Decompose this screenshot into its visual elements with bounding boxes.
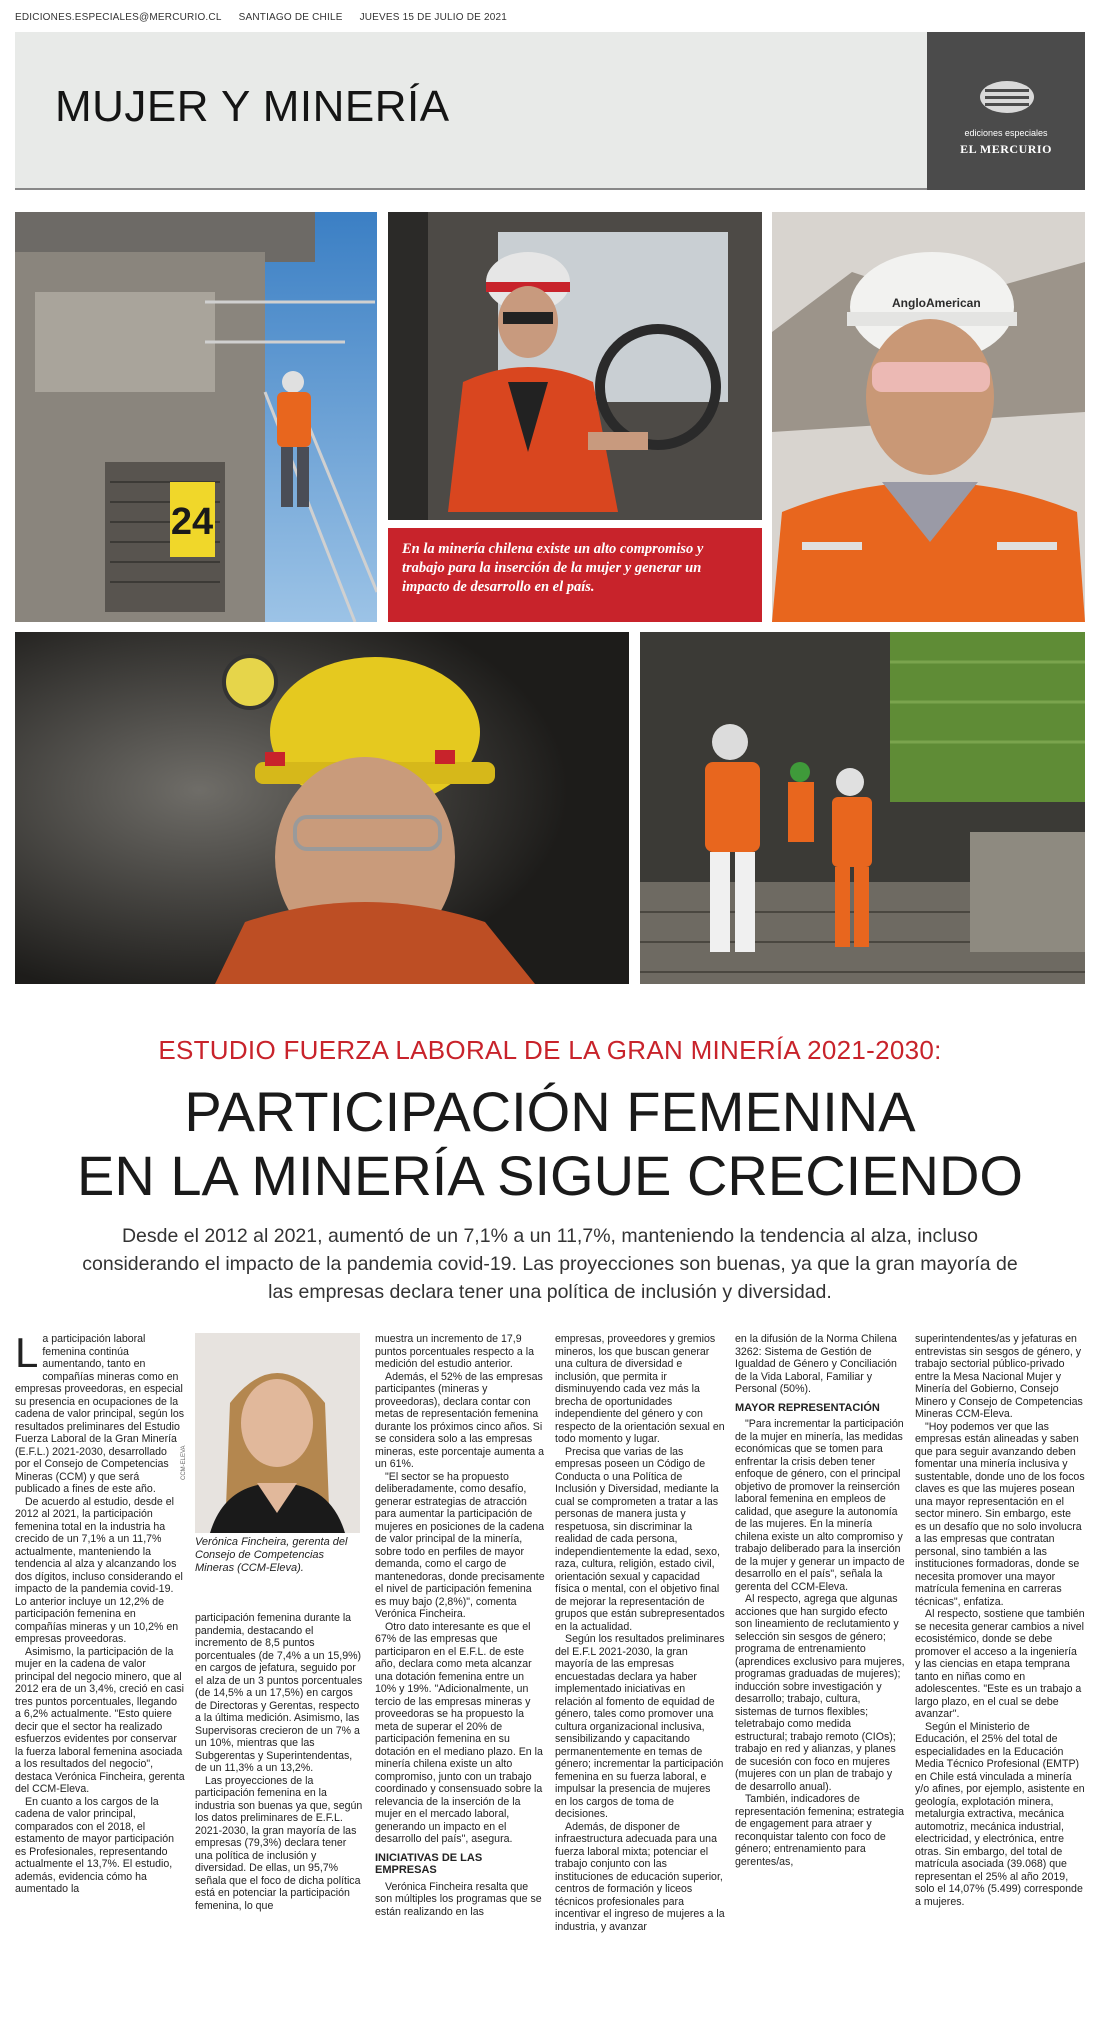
paragraph: Las proyecciones de la participación femenina en la industria son buenas ya que, según los datos preliminares de E.F.L. 2021-2030, la gran mayoría de las empresas (79,3%) declara tener una política de inclusión y diversidad. De ellas, un 95,7% señala que el foco de dicha política está en potenciar la participación femenina, lo que	[195, 1774, 363, 1912]
paragraph: Según el Ministerio de Educación, el 25% del total de especialidades en la Educación Media Técnico Profesional (EMTP) en Chile está vinculada a minería y/o afines, por ejemplo, asistente en geología, explotación minera, metalurgia extractiva, mecánica automotriz, mecánica industrial, electricidad, y electrónica, entre otras. Sin embargo, del total de matrícula asociada (39.068) que representan el 25% al año 2019, solo el 14,07% (5.499) corresponde a mujeres.	[915, 1720, 1085, 1908]
subhead-mayor-representacion: MAYOR REPRESENTACIÓN	[735, 1401, 880, 1414]
paragraph: Asimismo, la participación de la mujer en la cadena de valor principal del negocio minero, que al 2012 era de un 3,4%, creció en casi tres puntos porcentuales, llegando a 6,2% actualmente. "Esto quiere decir que el sector ha realizado esfuerzos evidentes por conservar la fuerza laboral femenina asociada a los resultados del negocio", destaca Verónica Fincheira, gerenta del CCM-Eleva.	[15, 1645, 185, 1795]
portrait-illustration	[195, 1333, 360, 1533]
plant-illustration	[640, 632, 1085, 984]
paragraph: "Para incrementar la participación de la mujer en minería, las medidas económicas que se tomen para enfrentar la crisis deben tener enfoque de género, con el principal objetivo de promover la reinserción laboral femenina en empleos de calidad, que asegure la autonomía de las mujeres. En la minería chilena existe un alto compromiso y trabajo deliberado para la inserción de la mujer y generar un impacto de desarrollo en el país", señala la gerenta del CCM-Eleva.	[735, 1418, 905, 1593]
article-column-6	[915, 1333, 1085, 1908]
paragraph: en la difusión de la Norma Chilena 3262: Sistema de Gestión de Igualdad de Género y Conciliación de la Vida Laboral, Familiar y Personal (50%).	[735, 1333, 897, 1395]
paragraph: De acuerdo al estudio, desde el 2012 al 2021, la participación femenina total en la industria ha crecido de un 7,1% a un 11,7% actualmente, manteniendo la tendencia al alza y alcanzando los dos dígitos, incluso considerando el impacto de la pandemia covid-19. Lo anterior incluye un 12,2% de participación femenina en compañías mineras y un 10,2% en empresas proveedoras.	[15, 1495, 183, 1645]
contact-email[interactable]: EDICIONES.ESPECIALES@MERCURIO.CL	[15, 12, 222, 23]
headline-line-1: PARTICIPACIÓN FEMENINA	[184, 1080, 916, 1143]
photo-underground-miner	[15, 632, 629, 984]
paragraph: También, indicadores de representación femenina; estrategia de engagement para atraer y reconquistar talento con foco de género; entrenamiento para gerentes/as,	[735, 1793, 905, 1868]
paragraph: En cuanto a los cargos de la cadena de valor principal, comparados con el 2018, el estamento de mayor participación es Profesionales, representando actualmente el 13,7%. El estudio, además, evidencia cómo ha aumentado la	[15, 1795, 174, 1895]
paragraph: Otro dato interesante es que el 67% de las empresas que participaron en el E.F.L. de este año, declara como meta alcanzar una dotación femenina entre un 10% y 19%. "Adicionalmente, un tercio de las empresas mineras y proveedoras se ha propuesto la meta de superar el 20% de participación femenina en su dotación en el mediano plazo. En la minería chilena existe un alto compromiso, junto con un trabajo coordinado y consensuado sobre la relevancia de la inserción de la mujer en el mercado laboral, generando un impacto en el desarrollo del país", asegura.	[375, 1620, 543, 1845]
photo-caption-box: En la minería chilena existe un alto compromiso y trabajo para la inserción de la mujer y generar un impacto de desarrollo en el país.	[388, 528, 762, 622]
drop-cap: L	[15, 1329, 39, 1376]
article-headline	[0, 1080, 1100, 1208]
article-column-3	[375, 1333, 545, 1918]
helmet-brand: AngloAmerican	[892, 296, 981, 310]
photo-haul-truck-worker	[15, 212, 377, 622]
paragraph: Al respecto, agrega que algunas acciones que han surgido efecto son lineamiento de reclutamiento y selección sin sesgos de género; programa de entrenamiento (aprendices exclusivo para mujeres, programas graduadas de mujeres); inducción sobre investigación y desarrollo; trabajo, cultura, sistemas de turnos flexibles; teletrabajo como medida estructural; trabajo remoto (CIOs); trabajo en red y alianzas, y planes de sucesión con foco en mujeres (mujeres con un plan de trabajo y de desarrollo anual).	[735, 1593, 905, 1793]
haul-truck-illustration	[15, 212, 377, 622]
paragraph: participación femenina durante la pandemia, destacando el incremento de 8,5 puntos porcentuales (de 7,4% a un 15,9%) en cargos de jefatura, seguido por el alza de un 3 puntos porcentuales (de 14,5% a un 17,5%) en cargos de Directoras y Gerentas, respecto a la última medición. Asimismo, las Supervisoras crecieron de un 7% a un 10%, mientras que las Subgerentas y Superintendentas, de un 11,3% a un 13,2%.	[195, 1612, 363, 1774]
headline-line-2: EN LA MINERÍA SIGUE CRECIENDO	[77, 1144, 1023, 1207]
article-column-4	[555, 1333, 725, 1933]
photo-woman-driving	[388, 212, 762, 520]
article-column-1	[15, 1329, 185, 1896]
masthead-line	[15, 12, 521, 23]
photo-plant-workers	[640, 632, 1085, 984]
section-title: MUJER Y MINERÍA	[55, 82, 450, 131]
paragraph: "El sector se ha propuesto deliberadamente, como desafío, generar estrategias de atracción para aumentar la participación de mujeres en posiciones de la cadena de valor principal de la minería, sobre todo en perfiles de mayor demanda, como el cargo de mantenedoras, donde precisamente el nivel de participación femenina es muy bajo (2,8%)", comenta Verónica Fincheira.	[375, 1470, 545, 1620]
paragraph: muestra un incremento de 17,9 puntos porcentuales respecto a la medición del estudio anterior.	[375, 1333, 535, 1370]
paragraph: Verónica Fincheira resalta que son múltiples los programas que se están realizando en las	[375, 1880, 542, 1918]
portrait-veronica-fincheira	[195, 1333, 360, 1533]
subhead-iniciativas: INICIATIVAS DE LAS EMPRESAS	[375, 1851, 483, 1876]
paragraph: "Hoy podemos ver que las empresas están alineadas y saben que para seguir avanzando deben fomentar una minería inclusiva y sustentable, donde uno de los focos claves es que las mujeres posean una mayor representación en el sector minero. Sin embargo, este es un desafío que no solo involucra a las empresas que contratan personal, sino también a las instituciones formadoras, donde se necesita promover una mayor matrícula femenina en carreras técnicas", enfatiza.	[915, 1420, 1085, 1608]
lead-paragraph	[15, 1329, 185, 1496]
city: SANTIAGO DE CHILE	[238, 12, 343, 23]
article-column-2	[195, 1612, 365, 1912]
paragraph: a participación laboral femenina continúa aumentando, tanto en compañías mineras como en empresas proveedoras, en especial su presencia en ocupaciones de la cadena de valor principal, según los resultados preliminares del Estudio Fuerza Laboral de la Gran Minería (E.F.L.) 2021-2030, desarrollado por el Consejo de Competencias Mineras (CCM) y que será publicado a fines de este año.	[15, 1333, 185, 1495]
truck-number: 24	[170, 501, 214, 543]
article-deck: Desde el 2012 al 2021, aumentó de un 7,1% a un 11,7%, manteniendo la tendencia al alza, incluso considerando el impacto de la pandemia covid-19. Las proyecciones son buenas, ya que la gran mayoría de las empresas declara tener una política de inclusión y diversidad.	[82, 1225, 1018, 1303]
photo-anglo-american-worker	[772, 212, 1085, 622]
el-mercurio-logo	[927, 32, 1085, 190]
logo-subtitle: ediciones especiales	[964, 128, 1048, 138]
logo-name: EL MERCURIO	[960, 142, 1052, 156]
paragraph: superintendentes/as y jefaturas en entrevistas sin sesgos de género, y trabajo sectorial público-privado entre la Mesa Nacional Mujer y Minería del Gobierno, Consejo Minero y Consejo de Competencias Mineras CCM-Eleva.	[915, 1333, 1083, 1420]
paragraph: empresas, proveedores y gremios mineros, los que buscan generar una cultura de diversidad e inclusión, que permita ir disminuyendo cada vez más la brecha de oportunidades independiente del género y con respecto de la orientación sexual en todo momento y lugar.	[555, 1333, 725, 1445]
portrait-caption: Verónica Fincheira, gerenta del Consejo de Competencias Mineras (CCM-Eleva).	[195, 1536, 348, 1574]
article-kicker: ESTUDIO FUERZA LABORAL DE LA GRAN MINERÍA 2021-2030:	[158, 1035, 942, 1065]
underground-illustration	[15, 632, 629, 984]
paragraph: Además, de disponer de infraestructura adecuada para una fuerza laboral mixta; potenciar el trabajo conjunto con las instituciones de educación superior, centros de formación y liceos técnicos profesionales para incentivar el ingreso de mujeres a la industria, y avanzar	[555, 1820, 725, 1933]
worker-portrait-illustration	[772, 212, 1085, 622]
paragraph: Según los resultados preliminares del E.F.L 2021-2030, la gran mayoría de las empresas encuestadas declara ya haber implementado iniciativas en relación al fomento de equidad de género, tales como promover una cultura organizacional inclusiva, sensibilizando y capacitando permanentemente en temas de género; incrementar la participación femenina en su fuerza laboral, e impulsar la presencia de mujeres en los cargos de toma de decisiones.	[555, 1633, 725, 1820]
portrait-credit: CCM-ELEVA	[181, 1445, 187, 1480]
driver-illustration	[388, 212, 762, 520]
paragraph: Al respecto, sostiene que también se necesita generar cambios a nivel ecosistémico, donde se debe promover el acceso a la ingeniería y las ciencias en etapa temprana tanto en niñas como en adolescentes. "Este es un trabajo a largo plazo, en el cual se debe avanzar".	[915, 1608, 1085, 1720]
section-banner	[15, 32, 1085, 190]
paragraph: Además, el 52% de las empresas participantes (mineras y proveedoras), declara contar con metas de representación femenina durante los próximos cinco años. Si se considera solo a las empresas mineras, este porcentaje aumenta a un 61%.	[375, 1370, 545, 1470]
paragraph: Precisa que varias de las empresas poseen un Código de Conducta o una Política de Inclusión y Diversidad, mediante la cual se comprometen a tratar a las personas de manera justa y respetuosa, sin discriminar la realidad de cada persona, independientemente la edad, sexo, raza, cultura, religión, estado civil, orientación sexual y capacidad física o mental, con el objetivo final de mejorar la representación de grupos que están subrepresentados en la actualidad.	[555, 1445, 725, 1633]
ediciones-especiales-logo-icon	[979, 80, 1035, 114]
issue-date: JUEVES 15 DE JULIO DE 2021	[359, 12, 508, 23]
article-column-5	[735, 1333, 905, 1868]
